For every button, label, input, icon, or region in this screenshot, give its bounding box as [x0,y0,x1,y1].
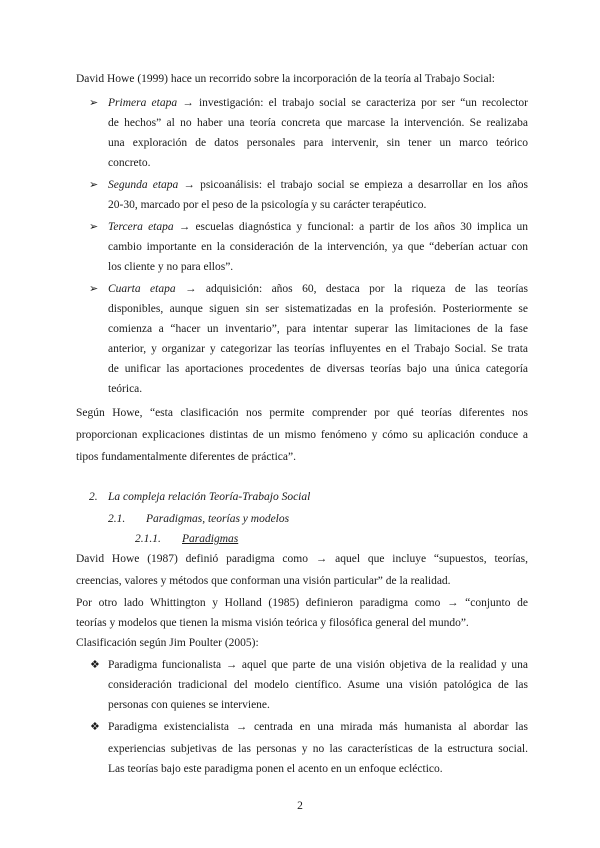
stage-text: → escuelas diagnóstica y funcional: a partir de los años 30 implica un [173,221,528,233]
arrow-bullet-icon: ➢ [89,178,99,191]
stage-line: 20-30, marcado por el peso de la psicología y su carácter terapéutico. [108,199,427,211]
stage-line: una exploración de datos personales para intervenir, sin tener un marco teórico [108,137,528,149]
stage-line: de unificar las aportaciones procedentes de diversas teorías bajo una única categoría [108,363,528,375]
paradigm-line: personas con quienes se interviene. [108,699,270,711]
stage-line: anterior, y organizar y categorizar las teorías influyentes en el Trabajo Social. Se trata [108,343,528,355]
arrow-bullet-icon: ➢ [89,282,99,295]
paragraph-line: Por otro lado Whittington y Holland (1985) definieron paradigma como → “conjunto de [76,597,528,609]
quote-line: tipos fundamentalmente diferentes de práctica”. [76,451,296,463]
paradigm-line: experiencias subjetivas de las personas y no las características de la estructura social. [108,743,528,755]
stage-line: de hechos” al no haber una teoría concreta que marcase la intervención. Se realizaba [108,117,528,129]
quote-line: proporcionan explicaciones distintas de un mismo fenómeno y cómo su aplicación conduce a [76,429,528,441]
diamond-bullet-icon: ❖ [90,720,100,733]
stage-first-line [108,96,528,110]
subsection-heading: Paradigmas, teorías y modelos [146,513,290,525]
paragraph-line: teorías y modelos que tienen la misma visión teórica y filosófica general del mundo”. [76,617,469,629]
stage-label: Tercera etapa [108,221,174,233]
stage-line: cambio importante en la consideración de la intervención, ya que “deberían actuar con [108,241,528,253]
subsection-heading-number: 2.1. [108,513,126,525]
stage-first-line [108,282,528,296]
stage-label: Segunda etapa [108,179,179,191]
stage-line: teórica. [108,383,143,395]
quote-line: Según Howe, “esta clasificación nos permite comprender por qué teorías diferentes nos [76,407,528,419]
stage-line: los cliente y no para ellos”. [108,261,234,273]
stage-line: comienza a “hacer un inventario”, para intentar superar las limitaciones de la fase [108,323,528,335]
stage-text: → investigación: el trabajo social se caracteriza por ser “un recolector [177,97,528,109]
page-number: 2 [297,800,303,812]
subsubsection-heading-number: 2.1.1. [135,533,161,545]
stage-first-line [108,178,528,192]
diamond-bullet-icon: ❖ [90,658,100,671]
subsubsection-heading: Paradigmas [182,533,239,545]
stage-line: disponibles, aunque siguen sin ser sistematizadas en la profesión. Posteriormente se [108,303,528,315]
stage-text: → adquisición: años 60, destaca por la riqueza de las teorías [175,283,529,295]
paragraph-line: Clasificación según Jim Poulter (2005): [76,637,259,649]
paradigm-line: Paradigma existencialista → centrada en una mirada más humanista al abordar las [108,721,528,733]
section-heading: La compleja relación Teoría-Trabajo Social [108,491,311,503]
paradigm-line: Las teorías bajo este paradigma ponen el acento en un enfoque ecléctico. [108,763,443,775]
stage-label: Primera etapa [108,97,178,109]
paragraph-line: creencias, valores y métodos que conforman una visión particular” de la realidad. [76,575,451,587]
paragraph-line: David Howe (1987) definió paradigma como → aquel que incluye “supuestos, teorías, [76,553,528,565]
intro-line: David Howe (1999) hace un recorrido sobre la incorporación de la teoría al Trabajo Social: [76,73,495,85]
section-heading-number: 2. [89,491,98,503]
stage-text: → psicoanálisis: el trabajo social se empieza a desarrollar en los años [178,179,528,191]
stage-first-line [108,220,528,234]
stage-line: concreto. [108,157,151,169]
paradigm-line: Paradigma funcionalista → aquel que parte de una visión objetiva de la realidad y una [108,659,528,671]
stage-label: Cuarta etapa [108,283,176,295]
arrow-bullet-icon: ➢ [89,96,99,109]
paradigm-line: consideración tradicional del modelo científico. Asume una visión patológica de las [108,679,528,691]
arrow-bullet-icon: ➢ [89,220,99,233]
